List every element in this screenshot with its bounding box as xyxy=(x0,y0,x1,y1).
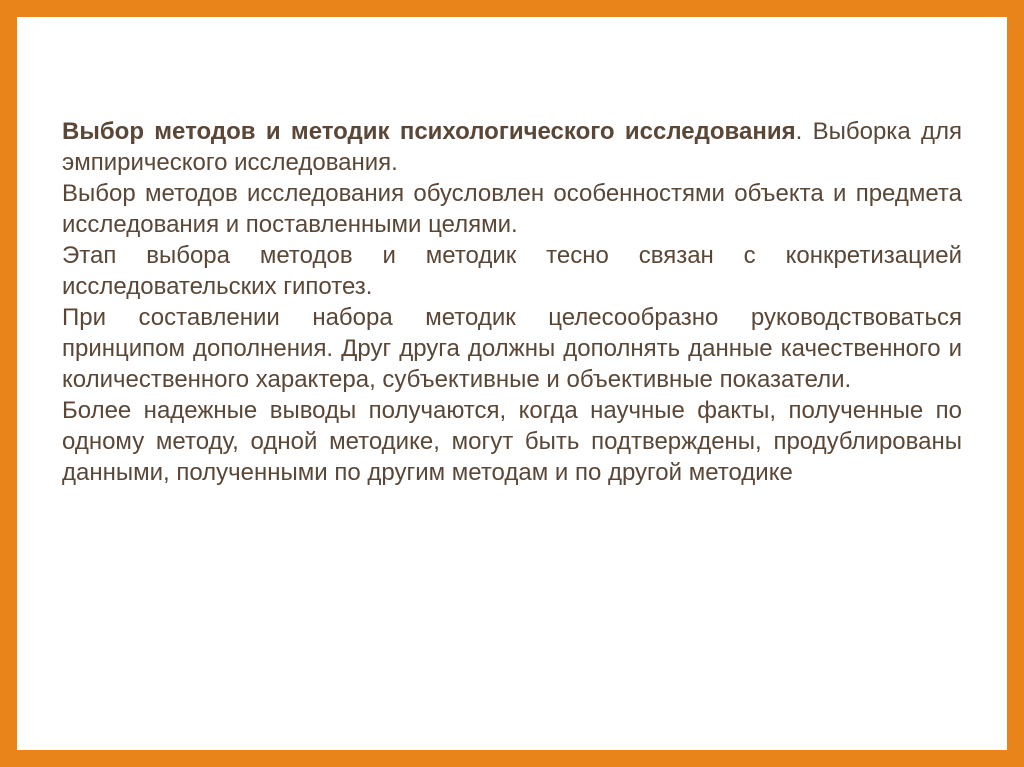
paragraph-hypotheses: Этап выбора методов и методик тесно связан с конкретизацией исследовательских гипотез. xyxy=(62,242,962,300)
slide-text-block xyxy=(62,116,962,488)
paragraph-methods-choice: Выбор методов исследования обусловлен особенностями объекта и предмета исследования и поставленными целями. xyxy=(62,180,962,238)
slide-heading-bold: Выбор методов и методик психологического исследования xyxy=(62,118,796,145)
paragraph-reliable-conclusions: Более надежные выводы получаются, когда научные факты, полученные по одному методу, одной методике, могут быть подтверждены, продублированы данными, полученными по другим методам и по другой методике xyxy=(62,397,962,486)
slide-heading-paragraph xyxy=(62,116,962,178)
slide-heading-rest: . Выборка для эмпирического исследования. xyxy=(62,118,963,176)
paragraph-complement-principle: При составлении набора методик целесообразно руководствоваться принципом дополнения. Друг друга должны дополнять данные качественного и количественного характера, субъективные и объективные показатели. xyxy=(62,304,962,393)
slide-frame xyxy=(17,17,1007,750)
